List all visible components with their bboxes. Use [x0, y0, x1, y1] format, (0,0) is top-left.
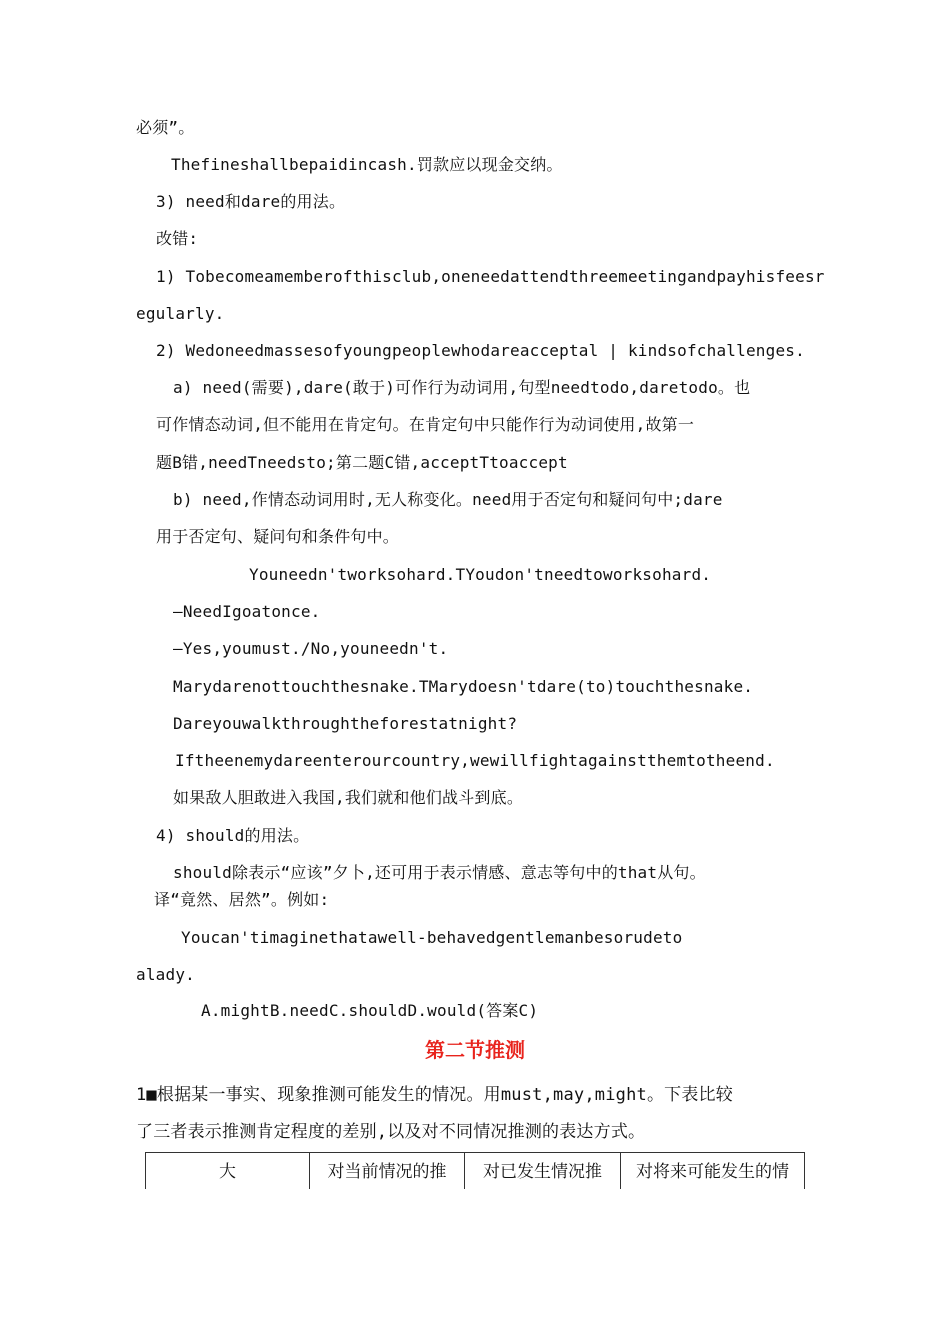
- text-line: 必须”。: [136, 118, 195, 137]
- example-line: Iftheenemydareenterourcountry,wewillfightagainstthemtotheend.: [175, 751, 775, 770]
- text-line: 3) need和dare的用法。: [156, 192, 346, 211]
- text-line: b) need,作情态动词用时,无人称变化。need用于否定句和疑问句中;dare: [173, 490, 723, 509]
- text-line: 4) should的用法。: [156, 826, 310, 845]
- text-line: 译“竟然、居然”。例如:: [154, 890, 330, 909]
- text-line: should除表示“应该”夕卜,还可用于表示情感、意志等句中的that从句。: [173, 863, 706, 882]
- text-line: 用于否定句、疑问句和条件句中。: [156, 527, 400, 546]
- table-header-cell: 对当前情况的推: [309, 1153, 464, 1189]
- table-header-cell: 对已发生情况推: [464, 1153, 620, 1189]
- text-line: 了三者表示推测肯定程度的差别,以及对不同情况推测的表达方式。: [136, 1122, 646, 1142]
- text-line: 1■根据某一事实、现象推测可能发生的情况。用must,may,might。下表比较: [136, 1085, 733, 1105]
- answer-options: A.mightB.needC.shouldD.would(答案C): [201, 1001, 539, 1020]
- text-line: Thefineshallbepaidincash.罚款应以现金交纳。: [171, 155, 563, 174]
- text-line: 可作情态动词,但不能用在肯定句。在肯定句中只能作行为动词使用,故第一: [156, 415, 695, 434]
- example-line: Marydarenottouchthesnake.TMarydoesn'tdare(to)touchthesnake.: [173, 677, 754, 696]
- table-header-cell: 大: [145, 1153, 309, 1189]
- text-line: 改错:: [156, 229, 199, 248]
- example-line: alady.: [136, 965, 195, 984]
- example-line: Youcan'timaginethatawell-behavedgentlemanbesorudeto: [181, 928, 683, 947]
- example-line: Dareyouwalkthroughtheforestatnight?: [173, 714, 518, 733]
- section-heading: 第二节推测: [425, 1038, 525, 1062]
- comparison-table: [145, 1152, 805, 1189]
- text-line: a) need(需要),dare(敢于)可作行为动词用,句型needtodo,daretodo。也: [173, 378, 751, 397]
- text-line: 如果敌人胆敢进入我国,我们就和他们战斗到底。: [173, 788, 524, 807]
- text-line: egularly.: [136, 304, 225, 323]
- text-line: 题B错,needTneedsto;第二题C错,acceptTtoaccept: [156, 453, 568, 472]
- text-line: 1) Tobecomeamemberofthisclub,oneneedattendthreemeetingandpayhisfeesr: [156, 267, 825, 286]
- table-header-cell: 对将来可能发生的情: [620, 1153, 805, 1189]
- example-line: Youneedn'tworksohard.TYoudon'tneedtoworksohard.: [249, 565, 712, 584]
- example-line: —Yes,youmust./No,youneedn't.: [173, 639, 449, 658]
- text-line: 2) Wedoneedmassesofyoungpeoplewhodareacceptal | kindsofchallenges.: [156, 341, 805, 360]
- example-line: —NeedIgoatonce.: [173, 602, 321, 621]
